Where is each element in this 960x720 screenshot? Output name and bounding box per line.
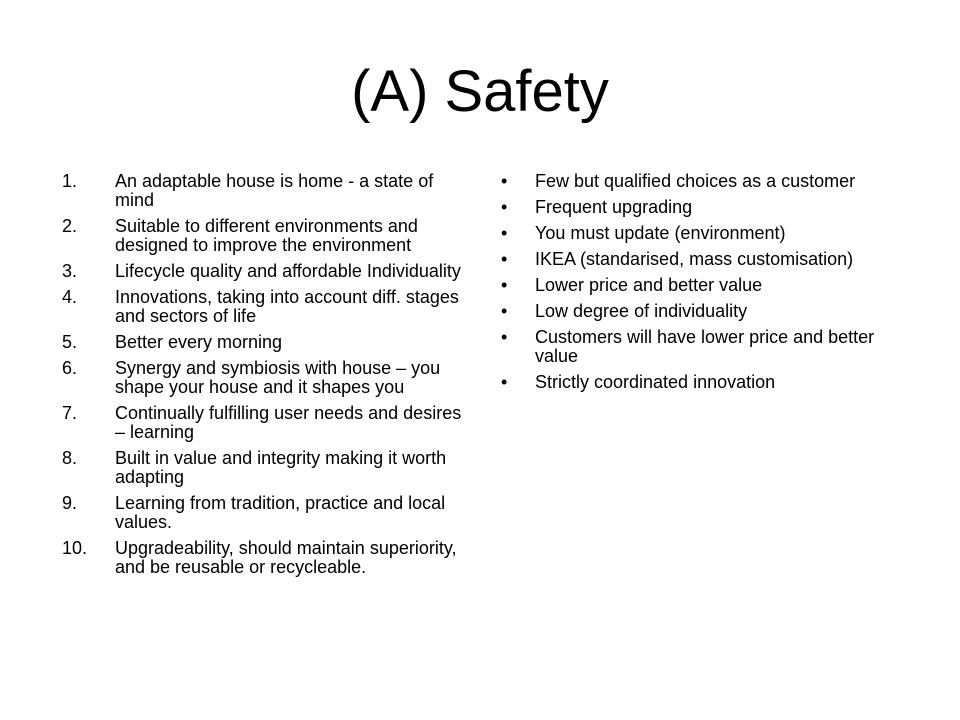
item-text: Lower price and better value xyxy=(535,275,763,295)
bullet-icon: • xyxy=(501,301,508,321)
item-text: Customers will have lower price and better value xyxy=(535,327,875,366)
item-number: 10. xyxy=(62,538,88,558)
item-text: Continually fulfilling user needs and desires – learning xyxy=(115,403,462,442)
list-item xyxy=(497,373,897,392)
item-text: Upgradeability, should maintain superiority, and be reusable or recycleable. xyxy=(115,538,457,577)
bullet-icon: • xyxy=(501,327,508,347)
bullet-list xyxy=(497,172,897,399)
list-item xyxy=(497,302,897,321)
item-text: Better every morning xyxy=(115,332,283,352)
item-text: Suitable to different environments and designed to improve the environment xyxy=(115,216,418,255)
list-item xyxy=(62,288,462,326)
item-text: Learning from tradition, practice and local values. xyxy=(115,493,446,532)
bullet-icon: • xyxy=(501,275,508,295)
list-item xyxy=(62,262,462,281)
item-text: Few but qualified choices as a customer xyxy=(535,171,856,191)
list-item xyxy=(62,217,462,255)
bullet-icon: • xyxy=(501,249,508,269)
slide-title: (A) Safety xyxy=(351,59,609,124)
item-number: 2. xyxy=(62,216,78,236)
item-number: 9. xyxy=(62,493,78,513)
list-item xyxy=(62,494,462,532)
bullet-icon: • xyxy=(501,223,508,243)
list-item xyxy=(497,276,897,295)
numbered-list xyxy=(62,172,462,584)
list-item xyxy=(62,404,462,442)
list-item xyxy=(497,172,897,191)
list-item xyxy=(62,449,462,487)
item-number: 1. xyxy=(62,171,78,191)
item-text: An adaptable house is home - a state of mind xyxy=(115,171,434,210)
list-item xyxy=(62,172,462,210)
item-number: 3. xyxy=(62,261,78,281)
list-item xyxy=(62,359,462,397)
list-item xyxy=(497,328,897,366)
list-item xyxy=(497,224,897,243)
list-item xyxy=(497,198,897,217)
bullet-icon: • xyxy=(501,171,508,191)
item-text: You must update (environment) xyxy=(535,223,786,243)
item-text: IKEA (standarised, mass customisation) xyxy=(535,249,854,269)
bullet-icon: • xyxy=(501,197,508,217)
item-number: 8. xyxy=(62,448,78,468)
list-item xyxy=(497,250,897,269)
item-text: Built in value and integrity making it worth adapting xyxy=(115,448,447,487)
item-text: Strictly coordinated innovation xyxy=(535,372,776,392)
item-number: 5. xyxy=(62,332,78,352)
item-text: Synergy and symbiosis with house – you shape your house and it shapes you xyxy=(115,358,441,397)
item-text: Innovations, taking into account diff. stages and sectors of life xyxy=(115,287,459,326)
item-number: 6. xyxy=(62,358,78,378)
item-text: Frequent upgrading xyxy=(535,197,693,217)
list-item xyxy=(62,539,462,577)
bullet-icon: • xyxy=(501,372,508,392)
item-number: 4. xyxy=(62,287,78,307)
list-item xyxy=(62,333,462,352)
item-text: Lifecycle quality and affordable Individuality xyxy=(115,261,461,281)
item-number: 7. xyxy=(62,403,78,423)
item-text: Low degree of individuality xyxy=(535,301,748,321)
